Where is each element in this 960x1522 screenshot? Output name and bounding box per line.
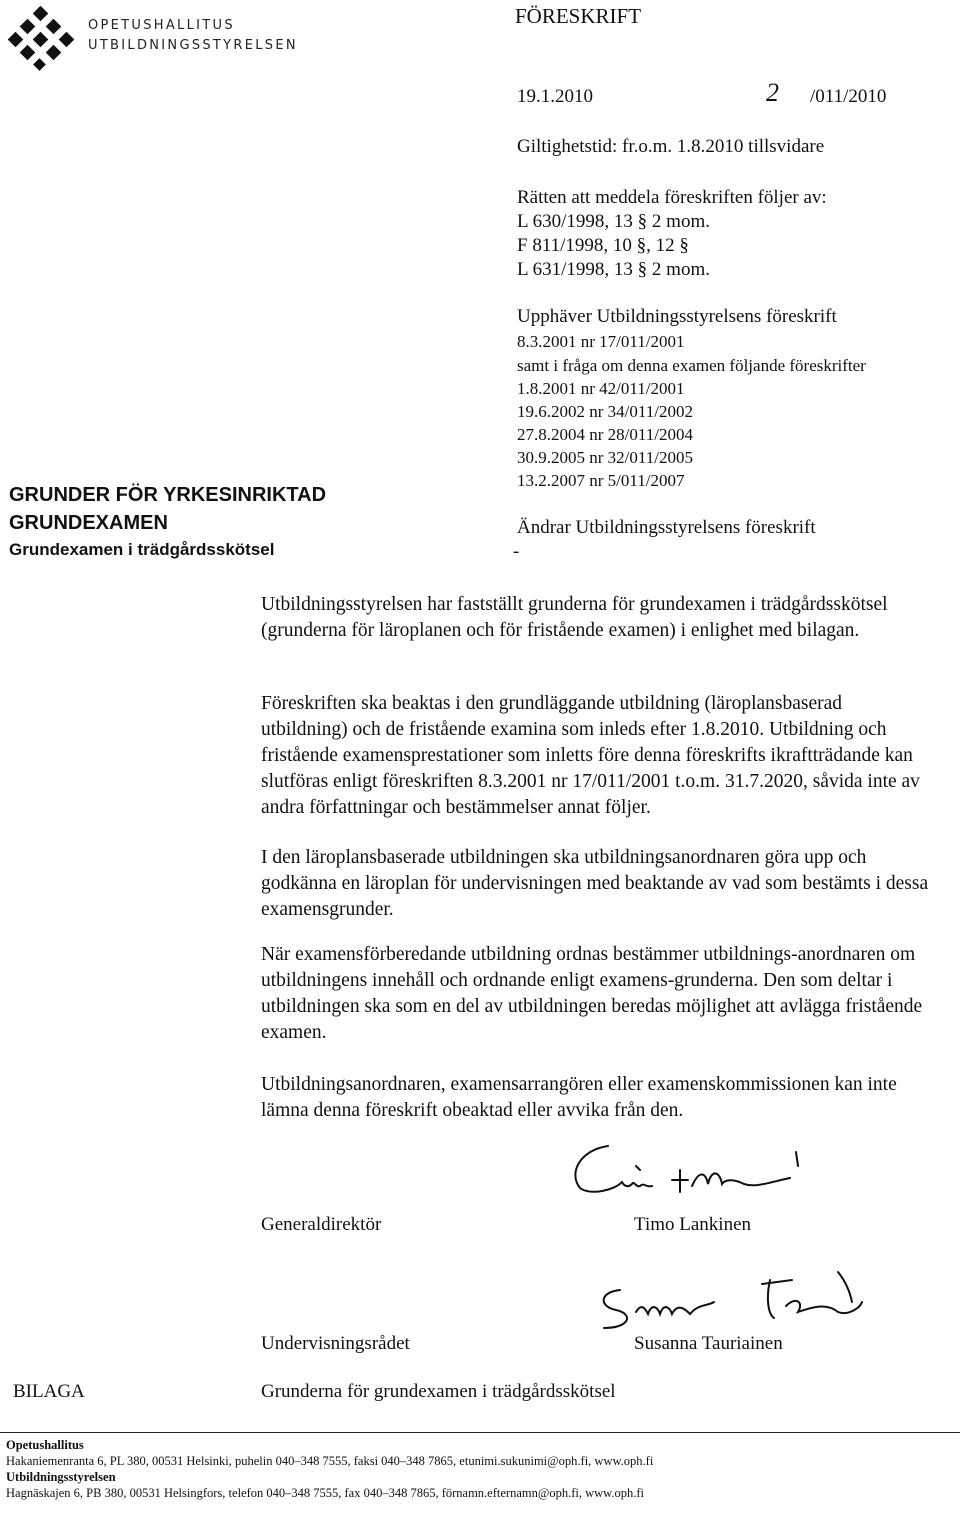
body-paragraph-3: I den läroplansbaserade utbildningen ska utbildningsanordnaren göra upp och godkänna en läroplan för undervisningen med beaktande av vad som bestämts i dessa examensgrunder. — [261, 847, 929, 920]
signature-susanna-tauriainen — [590, 1262, 910, 1342]
amends-value: - — [513, 541, 520, 562]
repeals-item: 13.2.2007 nr 5/011/2007 — [517, 471, 685, 490]
body-paragraph-1: Utbildningsstyrelsen har fastställt grunderna för grundexamen i trädgårdsskötsel (grunderna för läroplanen och för fristående examen) i enlighet med bilagan. — [261, 594, 888, 641]
repeals-item: 1.8.2001 nr 42/011/2001 — [517, 379, 685, 398]
signatory-name-1: Timo Lankinen — [634, 1214, 751, 1235]
org-name-finnish: OPETUSHALLITUS — [88, 18, 235, 33]
repeals-intro: samt i fråga om denna examen följande föreskrifter — [517, 356, 866, 375]
repeals-item: 27.8.2004 nr 28/011/2004 — [517, 425, 693, 444]
signatory-name-2: Susanna Tauriainen — [634, 1333, 783, 1354]
authority-line: L 630/1998, 13 § 2 mom. — [517, 211, 710, 232]
body-paragraph-5: Utbildningsanordnaren, examensarrangören eller examenskommissionen kan inte lämna denna föreskrift obeaktad eller avvika från den. — [261, 1074, 897, 1121]
repeals-first: 8.3.2001 nr 17/011/2001 — [517, 332, 685, 351]
document-number-handwritten: 2 — [766, 78, 779, 107]
validity-period: Giltighetstid: fr.o.m. 1.8.2010 tillsvidare — [517, 136, 825, 157]
signatory-title-2: Undervisningsrådet — [261, 1333, 410, 1354]
repeals-item: 19.6.2002 nr 34/011/2002 — [517, 402, 693, 421]
authority-intro: Rätten att meddela föreskriften följer av: — [517, 187, 827, 208]
document-date: 19.1.2010 — [517, 86, 593, 107]
opetushallitus-logo — [8, 6, 80, 72]
footer-address-swedish: Hagnäskajen 6, PB 380, 00531 Helsingfors, telefon 040–348 7555, fax 040–348 7865, förnamn.efternamn@oph.fi, www.oph.fi — [6, 1486, 645, 1500]
document-subtitle: Grundexamen i trädgårdsskötsel — [9, 540, 275, 559]
footer-divider — [0, 1432, 960, 1433]
footer-org-finnish: Opetushallitus — [6, 1438, 84, 1452]
repeals-title: Upphäver Utbildningsstyrelsens föreskrift — [517, 306, 837, 327]
document-type: FÖRESKRIFT — [515, 4, 642, 28]
footer — [6, 1437, 956, 1501]
document-title: GRUNDER FÖR YRKESINRIKTAD — [9, 484, 327, 506]
footer-org-swedish: Utbildningsstyrelsen — [6, 1470, 116, 1484]
signatory-title-1: Generaldirektör — [261, 1214, 382, 1235]
body-paragraph-4: När examensförberedande utbildning ordnas bestämmer utbildnings-anordnaren om utbildningens innehåll och ordnande enligt examens-grunderna. Den som deltar i utbildningen ska som en del av utbildningen beredas möjlighet att avlägga fristående examen. — [261, 944, 923, 1043]
footer-address-finnish: Hakaniemenranta 6, PL 380, 00531 Helsinki, puhelin 040–348 7555, faksi 040–348 7865, etunimi.sukunimi@oph.fi, www.oph.fi — [6, 1454, 654, 1468]
signature-timo-lankinen — [560, 1138, 860, 1208]
repeals-item: 30.9.2005 nr 32/011/2005 — [517, 448, 693, 467]
authority-line: F 811/1998, 10 §, 12 § — [517, 235, 689, 256]
document-number: /011/2010 — [810, 86, 887, 107]
body-paragraph-2: Föreskriften ska beaktas i den grundläggande utbildning (läroplansbaserad utbildning) och de fristående examina som inleds efter 1.8.2010. Utbildning och fristående examensprestationer som inletts före denna föreskrifts ikraftträdande kan slutföras enligt föreskriften 8.3.2001 nr 17/011/2001 t.o.m. 31.7.2020, såvida inte av andra författningar och bestämmelser annat följer. — [261, 693, 920, 818]
org-name-swedish: UTBILDNINGSSTYRELSEN — [88, 38, 298, 53]
authority-line: L 631/1998, 13 § 2 mom. — [517, 259, 710, 280]
document-title-line2: GRUNDEXAMEN — [9, 512, 168, 534]
attachment-label: BILAGA — [13, 1381, 85, 1402]
attachment-title: Grunderna för grundexamen i trädgårdsskötsel — [261, 1381, 616, 1402]
amends-title: Ändrar Utbildningsstyrelsens föreskrift — [517, 517, 816, 538]
